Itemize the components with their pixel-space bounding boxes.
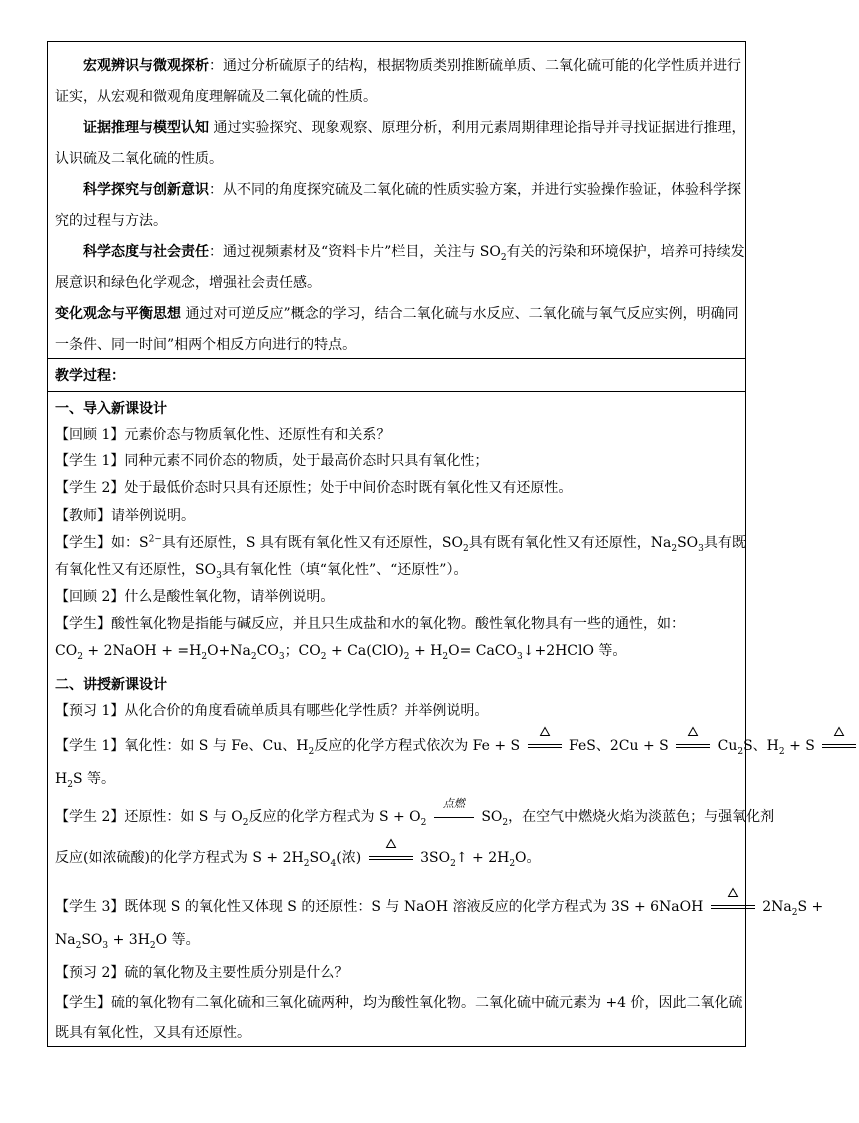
student-oxidizing-cont: $H_2S$ 等。 [55, 771, 115, 790]
review-1: 【回顾 1】元素价态与物质氧化性、还原性有和关系？ [55, 427, 391, 443]
preview-2: 【预习 2】硫的氧化物及主要性质分别是什么？ [55, 965, 349, 981]
table-divider [47, 358, 746, 359]
section-intro-title: 一、导入新课设计 [55, 401, 167, 417]
student-example: 【学生】如：$S^{2-}$具有还原性，S 具有既有氧化性又有还原性，$SO_2$具有既有氧化性又有还原性，$Na_2SO_3$具有既 [55, 534, 746, 554]
teacher-prompt: 【教师】请举例说明。 [55, 508, 195, 524]
process-title: 教学过程： [55, 368, 125, 384]
student-sulfur-oxides-cont: 既具有氧化性，又具有还原性。 [55, 1025, 251, 1041]
objective-macro-micro-cont: 证实，从宏观和微观角度理解硫及二氧化硫的性质。 [55, 89, 377, 105]
student-both: 【学生 3】既体现 S 的氧化性又体现 S 的还原性：S 与 NaOH 溶液反应的化学方程式为 3S + 6NaOH $2Na_2S$ + [55, 897, 745, 916]
heat-condition-sign [711, 897, 755, 913]
heat-condition-sign [528, 736, 562, 752]
review-2: 【回顾 2】什么是酸性氧化物，请举例说明。 [55, 589, 335, 605]
heat-condition-sign [822, 736, 856, 752]
objective-attitude: 科学态度与社会责任：通过视频素材及“资料卡片”栏目，关注与 $SO_2$有关的污染和环境保护，培养可持续发 [83, 244, 745, 263]
heat-condition-sign [676, 736, 710, 752]
student-sulfur-oxides: 【学生】硫的氧化物有二氧化硫和三氧化硫两种，均为酸性氧化物。二氧化硫中硫元素为 +4 价，因此二氧化硫 [55, 995, 743, 1011]
student-reducing-cont: 反应(如浓硫酸)的化学方程式为 $S + 2H_2SO_4$(浓) $3SO_2↑ + 2H_2O$。 [55, 848, 745, 867]
objective-evidence: 证据推理与模型认知 通过实验探究、现象观察、原理分析，利用元素周期律理论指导并寻找证据进行推理， [83, 120, 746, 136]
objective-macro-micro: 宏观辨识与微观探析：通过分析硫原子的结构，根据物质类别推断硫单质、二氧化硫可能的化学性质并进行 [83, 58, 741, 74]
objective-balance: 变化观念与平衡思想 通过对可逆反应”概念的学习，结合二氧化硫与水反应、二氧化硫与氧气反应实例，明确同 [55, 306, 739, 322]
student-1: 【学生 1】同种元素不同价态的物质，处于最高价态时只具有氧化性； [55, 453, 489, 469]
heat-condition-sign [369, 848, 413, 864]
objective-attitude-cont: 展意识和绿色化学观念，增强社会责任感。 [55, 275, 321, 291]
objective-evidence-cont: 认识硫及二氧化硫的性质。 [55, 151, 223, 167]
student-oxidizing: 【学生 1】氧化性：如 S 与 Fe、Cu、$H_2$反应的化学方程式依次为 Fe + S FeS、2Cu + S $Cu_2S$、$H_2 + S$ [55, 736, 745, 755]
objective-inquiry-cont: 究的过程与方法。 [55, 213, 167, 229]
student-both-cont: $Na_2SO_3 + 3H_2O$ 等。 [55, 932, 200, 951]
student-2: 【学生 2】处于最低价态时只具有还原性；处于中间价态时既有氧化性又有还原性。 [55, 480, 573, 496]
student-reducing: 【学生 2】还原性：如 S 与 $O_2$反应的化学方程式为 $S + O_2$ 点燃 $SO_2$，在空气中燃烧火焰为淡蓝色；与强氧化剂 [55, 797, 775, 828]
preview-1: 【预习 1】从化合价的角度看硫单质具有哪些化学性质？并举例说明。 [55, 703, 489, 719]
objective-inquiry: 科学探究与创新意识：从不同的角度探究硫及二氧化硫的性质实验方案，并进行实验操作验证，体验科学探 [83, 182, 741, 198]
objective-balance-cont: 一条件、同一时间”相两个相反方向进行的特点。 [55, 337, 357, 353]
ignite-condition-sign: 点燃 [434, 807, 474, 823]
student-acid-oxide: 【学生】酸性氧化物是指能与碱反应，并且只生成盐和水的氧化物。酸性氧化物具有一些的通性，如： [55, 616, 685, 632]
table-divider [47, 391, 746, 392]
equation-acid-oxide: $CO_2$ + 2NaOH + $=H_2O+Na_2CO_3$；$CO_2 + Ca(ClO)_2 + H_2O=$ CaCO$_3$↓+2HClO 等。 [55, 643, 627, 662]
student-example-cont: 有氧化性又有还原性，$SO_3$具有氧化性（填“氧化性”、“还原性”）。 [55, 562, 468, 581]
section-teaching-title: 二、讲授新课设计 [55, 677, 167, 693]
